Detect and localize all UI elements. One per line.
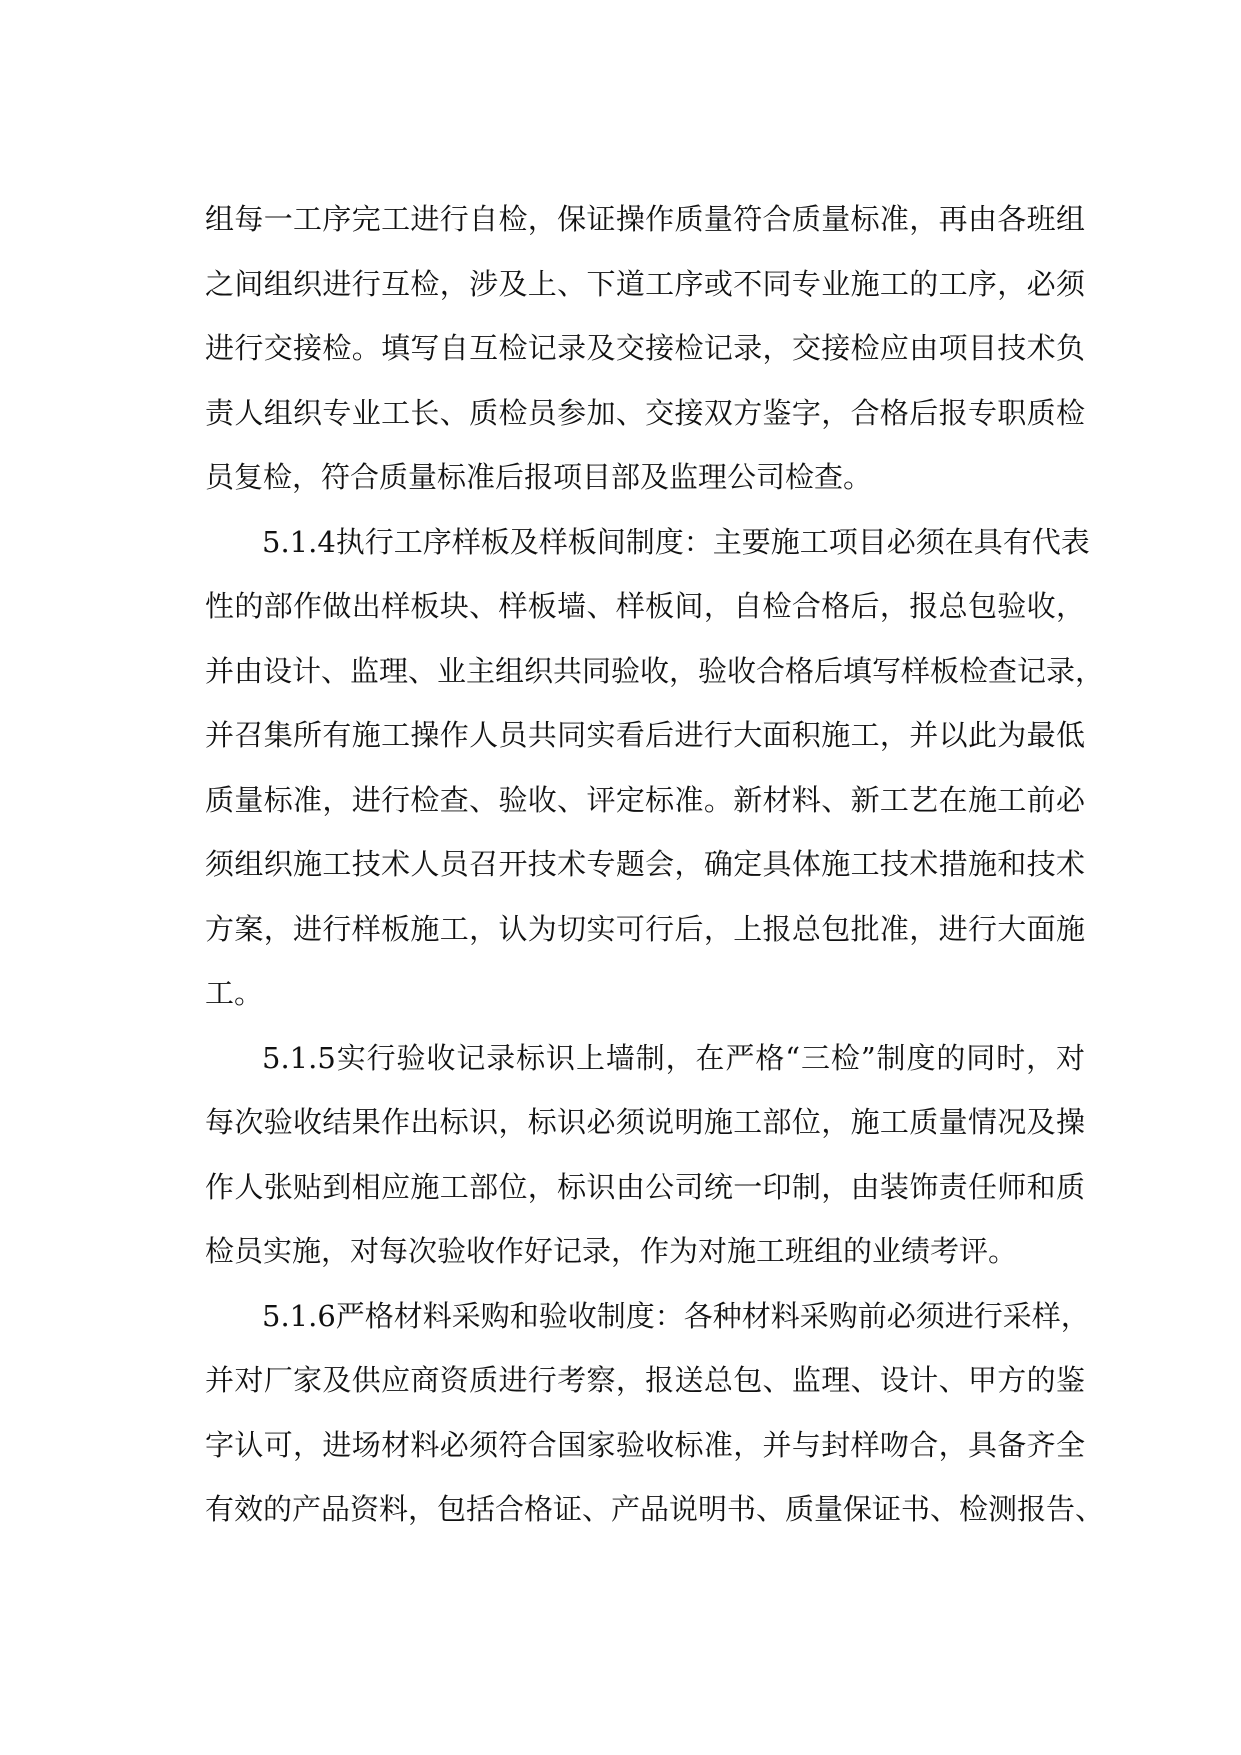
document-body	[205, 197, 1105, 1552]
text-line: 每次验收结果作出标识，标识必须说明施工部位，施工质量情况及操	[205, 1105, 1085, 1139]
paragraph-5-1-5	[205, 1036, 1085, 1294]
text-line: 责人组织专业工长、质检员参加、交接双方鉴字，合格后报专职质检	[205, 395, 1085, 430]
text-line: 质量标准，进行检查、验收、评定标准。新材料、新工艺在施工前必	[205, 782, 1085, 817]
text-line: 5.1.4执行工序样板及样板间制度：主要施工项目必须在具有代表	[262, 524, 1090, 559]
text-line: 并召集所有施工操作人员共同实看后进行大面积施工，并以此为最低	[205, 718, 1085, 752]
paragraph-5-1-6	[205, 1294, 1105, 1552]
text-line: 性的部作做出样板块、样板墙、样板间，自检合格后，报总包验收，	[205, 589, 1085, 623]
paragraph-5-1-4	[205, 520, 1105, 1036]
text-line: 员复检，符合质量标准后报项目部及监理公司检查。	[205, 460, 873, 494]
text-line: 5.1.6严格材料采购和验收制度：各种材料采购前必须进行采样，	[262, 1298, 1090, 1333]
text-line: 检员实施，对每次验收作好记录，作为对施工班组的业绩考评。	[205, 1234, 1018, 1268]
text-line: 进行交接检。填写自互检记录及交接检记录，交接检应由项目技术负	[205, 331, 1085, 365]
text-line: 组每一工序完工进行自检，保证操作质量符合质量标准，再由各班组	[205, 202, 1085, 236]
text-line: 并对厂家及供应商资质进行考察，报送总包、监理、设计、甲方的鉴	[205, 1363, 1085, 1397]
text-line: 须组织施工技术人员召开技术专题会，确定具体施工技术措施和技术	[205, 847, 1085, 881]
paragraph-continuation	[205, 197, 1085, 520]
text-line: 字认可，进场材料必须符合国家验收标准，并与封样吻合，具备齐全	[205, 1427, 1085, 1462]
text-line: 5.1.5实行验收记录标识上墙制，在严格“三检”制度的同时，对	[262, 1040, 1085, 1075]
text-line: 并由设计、监理、业主组织共同验收，验收合格后填写样板检查记录，	[205, 653, 1105, 688]
text-line: 有效的产品资料，包括合格证、产品说明书、质量保证书、检测报告、	[205, 1492, 1105, 1526]
text-line: 工。	[205, 976, 264, 1010]
text-line: 作人张贴到相应施工部位，标识由公司统一印制，由装饰责任师和质	[205, 1169, 1085, 1204]
text-line: 之间组织进行互检，涉及上、下道工序或不同专业施工的工序，必须	[205, 266, 1085, 301]
text-line: 方案，进行样板施工，认为切实可行后，上报总包批准，进行大面施	[205, 911, 1085, 946]
